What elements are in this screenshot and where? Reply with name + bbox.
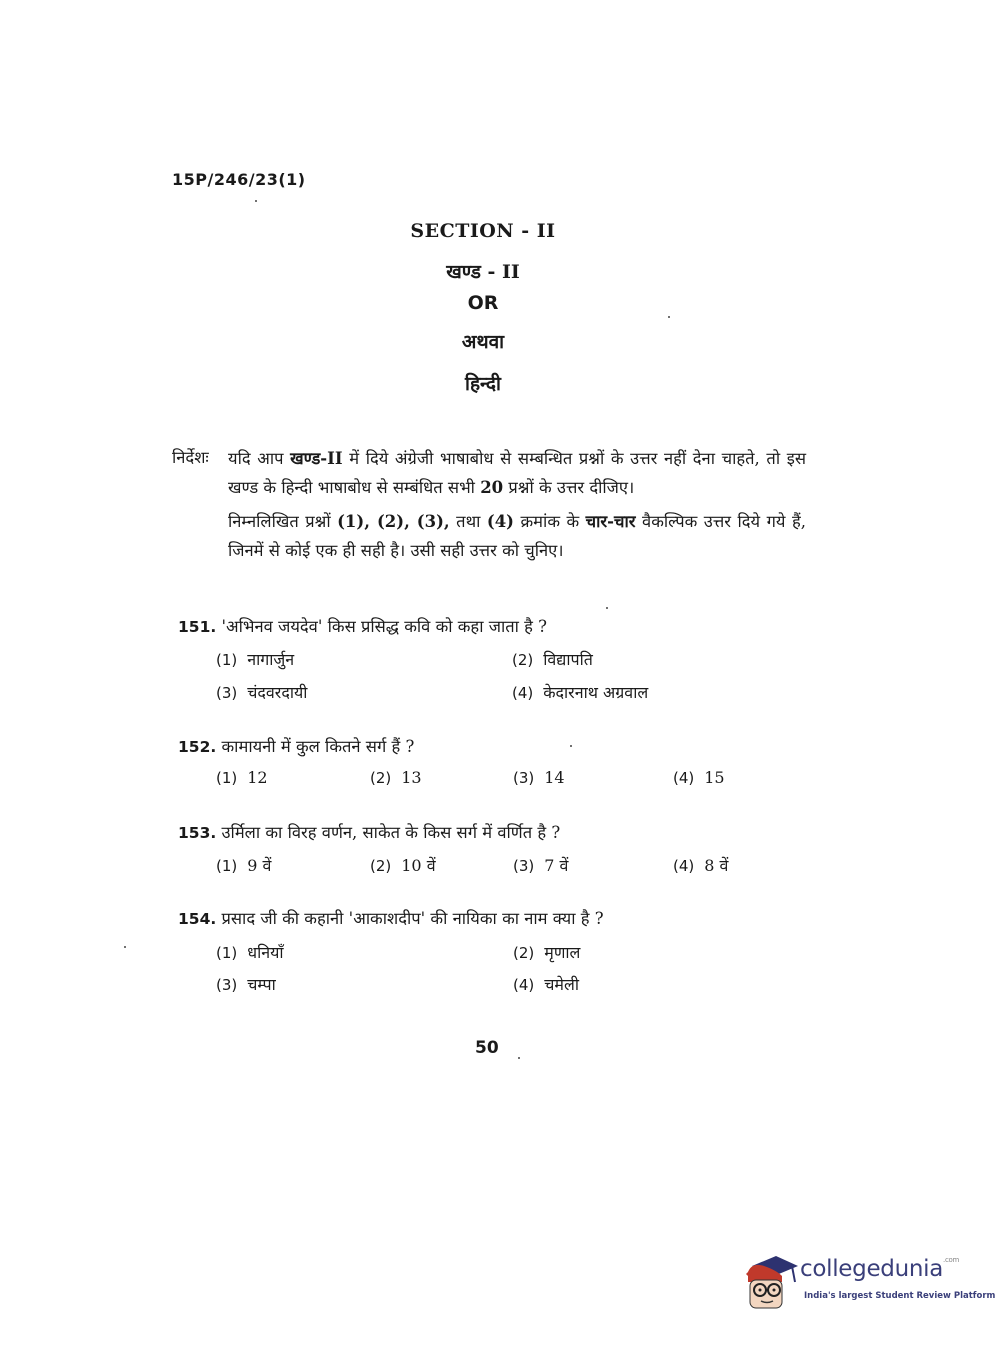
- question-154: [178, 906, 604, 929]
- option-154-1[interactable]: (1) धनियाँ: [216, 943, 284, 962]
- option-151-4[interactable]: (4) केदारनाथ अग्रवाल: [512, 683, 649, 702]
- scan-speck: [668, 316, 670, 318]
- option-153-2[interactable]: (2) 10 वें: [370, 856, 436, 875]
- option-154-3[interactable]: (3) चम्पा: [216, 975, 276, 994]
- option-153-4[interactable]: (4) 8 वें: [673, 856, 729, 875]
- question-152: [178, 734, 414, 757]
- student-mascot-icon: [742, 1252, 798, 1310]
- section-language: हिन्दी: [465, 373, 501, 395]
- question-number: 152.: [178, 738, 217, 756]
- instructions-count: 20: [480, 477, 504, 497]
- option-152-4[interactable]: (4) 15: [673, 768, 725, 787]
- scan-speck: [124, 946, 126, 948]
- option-151-1[interactable]: (1) नागार्जुन: [216, 650, 295, 669]
- scan-speck: [606, 607, 608, 609]
- scan-speck: [255, 200, 257, 202]
- scan-speck: [518, 1057, 520, 1059]
- option-154-2[interactable]: (2) मृणाल: [513, 943, 581, 962]
- paper-code: 15P/246/23(1): [172, 170, 306, 189]
- option-154-4[interactable]: (4) चमेली: [513, 975, 579, 994]
- question-number: 153.: [178, 824, 217, 842]
- option-152-2[interactable]: (2) 13: [370, 768, 422, 787]
- option-152-3[interactable]: (3) 14: [513, 768, 565, 787]
- scan-speck: [570, 745, 572, 747]
- instructions-para-1: यदि आप खण्ड-II में दिये अंग्रेजी भाषाबोध से सम्बन्धित प्रश्नों के उत्तर नहीं देना चाहते, तो इस खण्ड के हिन्दी भाषाबोध से सम्बंधित सभी 20 प्रश्नों के उत्तर दीजिए।: [228, 449, 806, 497]
- question-151: [178, 614, 547, 637]
- instructions-section-ref: खण्ड-II: [290, 449, 343, 468]
- question-text: 'अभिनव जयदेव' किस प्रसिद्ध कवि को कहा जाता है ?: [221, 617, 548, 636]
- section-title: SECTION - II: [410, 220, 556, 242]
- section-title-hindi: खण्ड - II: [446, 261, 520, 283]
- question-text: प्रसाद जी की कहानी 'आकाशदीप' की नायिका का नाम क्या है ?: [221, 909, 604, 928]
- instructions-label: निर्देशः: [172, 448, 209, 467]
- instructions-para-2: निम्नलिखित प्रश्नों (1), (2), (3), तथा (4) क्रमांक के चार-चार वैकल्पिक उत्तर दिये गये हैं, जिनमें से कोई एक ही सही है। उसी सही उत्तर को चुनिए।: [228, 512, 806, 560]
- option-153-3[interactable]: (3) 7 वें: [513, 856, 569, 875]
- question-text: उर्मिला का विरह वर्णन, साकेत के किस सर्ग में वर्णित है ?: [221, 823, 561, 842]
- question-number: 154.: [178, 910, 217, 928]
- collegedunia-logo: [742, 1246, 996, 1316]
- instructions-body: [228, 445, 806, 565]
- logo-wordmark: collegedunia$^{.com}$: [800, 1256, 960, 1282]
- question-number: 151.: [178, 618, 217, 636]
- option-151-3[interactable]: (3) चंदवरदायी: [216, 683, 308, 702]
- question-text: कामायनी में कुल कितने सर्ग हैं ?: [221, 737, 415, 756]
- option-153-1[interactable]: (1) 9 वें: [216, 856, 272, 875]
- page-number: 50: [475, 1038, 499, 1058]
- section-or: OR: [467, 292, 499, 314]
- logo-tagline: India's largest Student Review Platform: [804, 1291, 996, 1301]
- option-151-2[interactable]: (2) विद्यापति: [512, 650, 593, 669]
- question-153: [178, 820, 560, 843]
- section-athva: अथवा: [461, 331, 505, 353]
- option-152-1[interactable]: (1) 12: [216, 768, 268, 787]
